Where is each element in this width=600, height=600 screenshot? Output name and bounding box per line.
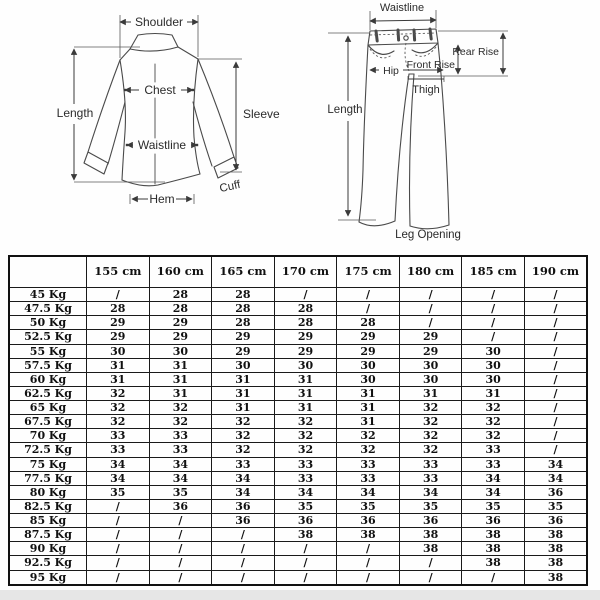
jacket-hem-label: Hem xyxy=(149,192,175,206)
size-value-cell: 32 xyxy=(149,401,212,415)
size-value-cell: 31 xyxy=(212,401,275,415)
size-value-cell: 28 xyxy=(212,316,275,330)
size-value-cell: 28 xyxy=(274,302,337,316)
size-value-cell: / xyxy=(149,556,212,570)
size-value-cell: / xyxy=(399,556,462,570)
table-row xyxy=(9,401,587,415)
size-value-cell: 33 xyxy=(87,429,150,443)
size-value-cell: 31 xyxy=(87,372,150,386)
size-value-cell: 31 xyxy=(462,386,525,400)
height-column-header: 165 cm xyxy=(212,256,275,288)
jacket-measurement-diagram xyxy=(30,2,290,230)
size-value-cell: 36 xyxy=(274,514,337,528)
size-value-cell: 29 xyxy=(337,344,400,358)
size-value-cell: 30 xyxy=(462,344,525,358)
size-value-cell: 32 xyxy=(87,386,150,400)
size-value-cell: / xyxy=(524,358,587,372)
table-row xyxy=(9,570,587,585)
size-value-cell: 34 xyxy=(149,457,212,471)
size-value-cell: 38 xyxy=(399,528,462,542)
size-value-cell: / xyxy=(524,288,587,302)
size-value-cell: 29 xyxy=(399,344,462,358)
table-row xyxy=(9,542,587,556)
size-value-cell: 34 xyxy=(274,485,337,499)
size-value-cell: 32 xyxy=(274,443,337,457)
size-value-cell: / xyxy=(337,570,400,585)
size-value-cell: 34 xyxy=(399,485,462,499)
size-value-cell: 31 xyxy=(274,401,337,415)
size-table-header xyxy=(9,256,587,288)
table-row xyxy=(9,471,587,485)
size-value-cell: / xyxy=(87,499,150,513)
size-value-cell: 30 xyxy=(462,358,525,372)
weight-row-header: 65 Kg xyxy=(9,401,87,415)
size-value-cell: 29 xyxy=(212,330,275,344)
size-value-cell: 38 xyxy=(524,556,587,570)
table-row xyxy=(9,528,587,542)
size-value-cell: 29 xyxy=(274,344,337,358)
size-value-cell: 29 xyxy=(337,330,400,344)
size-value-cell: 34 xyxy=(212,471,275,485)
table-row xyxy=(9,499,587,513)
size-value-cell: 29 xyxy=(149,330,212,344)
size-value-cell: / xyxy=(337,556,400,570)
size-value-cell: 35 xyxy=(399,499,462,513)
size-value-cell: / xyxy=(87,542,150,556)
size-value-cell: 28 xyxy=(87,302,150,316)
pants-rear-rise-label: Rear Rise xyxy=(452,46,499,58)
size-value-cell: 32 xyxy=(274,429,337,443)
size-value-cell: 32 xyxy=(87,415,150,429)
size-value-cell: / xyxy=(149,514,212,528)
size-value-cell: 31 xyxy=(274,372,337,386)
size-value-cell: 33 xyxy=(462,457,525,471)
pants-hip-label: Hip xyxy=(383,65,399,77)
size-value-cell: 32 xyxy=(462,401,525,415)
size-value-cell: / xyxy=(399,288,462,302)
weight-row-header: 60 Kg xyxy=(9,372,87,386)
size-value-cell: / xyxy=(212,542,275,556)
size-value-cell: / xyxy=(524,386,587,400)
size-value-cell: 31 xyxy=(399,386,462,400)
size-value-cell: / xyxy=(462,302,525,316)
size-value-cell: / xyxy=(462,570,525,585)
size-value-cell: 36 xyxy=(212,499,275,513)
size-value-cell: 38 xyxy=(462,528,525,542)
weight-row-header: 55 Kg xyxy=(9,344,87,358)
size-value-cell: 29 xyxy=(87,316,150,330)
weight-row-header: 70 Kg xyxy=(9,429,87,443)
size-value-cell: 38 xyxy=(462,556,525,570)
size-value-cell: 29 xyxy=(149,316,212,330)
size-value-cell: 33 xyxy=(337,457,400,471)
header-row xyxy=(9,256,587,288)
size-value-cell: 29 xyxy=(274,330,337,344)
size-value-cell: / xyxy=(524,415,587,429)
height-column-header: 160 cm xyxy=(149,256,212,288)
size-value-cell: / xyxy=(212,570,275,585)
weight-row-header: 85 Kg xyxy=(9,514,87,528)
size-value-cell: 31 xyxy=(337,401,400,415)
size-value-cell: / xyxy=(524,401,587,415)
weight-row-header: 50 Kg xyxy=(9,316,87,330)
weight-row-header: 80 Kg xyxy=(9,485,87,499)
size-value-cell: 33 xyxy=(212,457,275,471)
size-value-cell: 28 xyxy=(337,316,400,330)
size-value-cell: / xyxy=(462,288,525,302)
height-column-header: 180 cm xyxy=(399,256,462,288)
size-value-cell: 30 xyxy=(274,358,337,372)
size-value-cell: / xyxy=(274,542,337,556)
size-value-cell: / xyxy=(87,288,150,302)
size-value-cell: 33 xyxy=(337,471,400,485)
table-row xyxy=(9,485,587,499)
weight-row-header: 62.5 Kg xyxy=(9,386,87,400)
size-value-cell: 30 xyxy=(212,358,275,372)
pants-thigh-label: Thigh xyxy=(412,84,440,96)
table-row xyxy=(9,316,587,330)
size-value-cell: 38 xyxy=(524,542,587,556)
size-value-cell: 31 xyxy=(149,386,212,400)
size-value-cell: 38 xyxy=(337,528,400,542)
table-row xyxy=(9,358,587,372)
weight-row-header: 75 Kg xyxy=(9,457,87,471)
size-value-cell: 33 xyxy=(462,443,525,457)
jacket-sleeve-label: Sleeve xyxy=(243,107,280,121)
size-value-cell: 28 xyxy=(149,302,212,316)
size-value-cell: 36 xyxy=(212,514,275,528)
size-value-cell: 30 xyxy=(399,358,462,372)
size-value-cell: 35 xyxy=(87,485,150,499)
size-value-cell: 32 xyxy=(87,401,150,415)
size-value-cell: / xyxy=(524,302,587,316)
size-value-cell: / xyxy=(212,528,275,542)
weight-row-header: 57.5 Kg xyxy=(9,358,87,372)
size-value-cell: 33 xyxy=(274,457,337,471)
size-value-cell: 30 xyxy=(337,372,400,386)
size-value-cell: 34 xyxy=(337,485,400,499)
weight-row-header: 87.5 Kg xyxy=(9,528,87,542)
table-row xyxy=(9,344,587,358)
size-value-cell: 32 xyxy=(337,429,400,443)
size-value-cell: 35 xyxy=(524,499,587,513)
size-value-cell: 31 xyxy=(149,372,212,386)
size-value-cell: / xyxy=(524,330,587,344)
weight-row-header: 52.5 Kg xyxy=(9,330,87,344)
size-value-cell: 30 xyxy=(149,344,212,358)
size-value-cell: 36 xyxy=(462,514,525,528)
size-value-cell: 32 xyxy=(212,415,275,429)
size-value-cell: 28 xyxy=(212,302,275,316)
size-value-cell: 34 xyxy=(462,485,525,499)
size-value-cell: / xyxy=(149,542,212,556)
size-value-cell: / xyxy=(274,288,337,302)
size-value-cell: 36 xyxy=(524,514,587,528)
size-value-cell: 36 xyxy=(149,499,212,513)
jacket-shoulder-label: Shoulder xyxy=(134,15,184,29)
size-value-cell: 29 xyxy=(87,330,150,344)
weight-row-header: 47.5 Kg xyxy=(9,302,87,316)
size-value-cell: 36 xyxy=(399,514,462,528)
size-value-cell: 32 xyxy=(462,429,525,443)
height-column-header: 175 cm xyxy=(337,256,400,288)
size-value-cell: 28 xyxy=(149,288,212,302)
size-value-cell: / xyxy=(274,570,337,585)
size-value-cell: 34 xyxy=(462,471,525,485)
weight-row-header: 67.5 Kg xyxy=(9,415,87,429)
size-value-cell: 32 xyxy=(274,415,337,429)
size-value-cell: / xyxy=(337,288,400,302)
weight-row-header: 82.5 Kg xyxy=(9,499,87,513)
size-value-cell: 30 xyxy=(399,372,462,386)
size-value-cell: 30 xyxy=(462,372,525,386)
size-value-cell: 30 xyxy=(337,358,400,372)
size-value-cell: 33 xyxy=(399,457,462,471)
size-value-cell: / xyxy=(87,570,150,585)
size-value-cell: 32 xyxy=(399,429,462,443)
size-value-cell: 34 xyxy=(87,471,150,485)
size-value-cell: 34 xyxy=(524,457,587,471)
size-value-cell: 35 xyxy=(462,499,525,513)
size-value-cell: / xyxy=(337,542,400,556)
table-row xyxy=(9,302,587,316)
size-value-cell: 33 xyxy=(149,443,212,457)
table-row xyxy=(9,443,587,457)
size-value-cell: 29 xyxy=(399,330,462,344)
weight-row-header: 90 Kg xyxy=(9,542,87,556)
size-value-cell: 34 xyxy=(212,485,275,499)
weight-row-header: 92.5 Kg xyxy=(9,556,87,570)
size-value-cell: 35 xyxy=(337,499,400,513)
size-value-cell: / xyxy=(524,316,587,330)
weight-row-header: 72.5 Kg xyxy=(9,443,87,457)
size-value-cell: 32 xyxy=(149,415,212,429)
table-row xyxy=(9,372,587,386)
size-value-cell: / xyxy=(87,556,150,570)
size-value-cell: / xyxy=(337,302,400,316)
size-value-cell: 35 xyxy=(149,485,212,499)
size-value-cell: 33 xyxy=(149,429,212,443)
size-value-cell: / xyxy=(524,344,587,358)
table-row xyxy=(9,457,587,471)
size-value-cell: / xyxy=(462,330,525,344)
size-value-cell: 32 xyxy=(399,415,462,429)
size-value-cell: 36 xyxy=(524,485,587,499)
size-value-cell: / xyxy=(149,528,212,542)
jacket-length-label: Length xyxy=(56,106,94,120)
size-value-cell: 31 xyxy=(337,386,400,400)
weight-row-header: 95 Kg xyxy=(9,570,87,585)
size-value-cell: / xyxy=(149,570,212,585)
table-row xyxy=(9,330,587,344)
size-value-cell: 33 xyxy=(399,471,462,485)
size-value-cell: 29 xyxy=(212,344,275,358)
jacket-outline xyxy=(84,34,238,186)
size-value-cell: / xyxy=(462,316,525,330)
size-value-cell: 38 xyxy=(524,570,587,585)
size-value-cell: 38 xyxy=(399,542,462,556)
size-value-cell: 30 xyxy=(87,344,150,358)
jacket-waistline-label: Waistline xyxy=(137,138,187,152)
height-column-header: 155 cm xyxy=(87,256,150,288)
pants-waistline-label: Waistline xyxy=(379,2,425,14)
size-value-cell: / xyxy=(274,556,337,570)
pants-front-rise-label: Front Rise xyxy=(406,59,455,71)
size-value-cell: 31 xyxy=(149,358,212,372)
size-value-cell: 31 xyxy=(274,386,337,400)
size-value-cell: 31 xyxy=(212,386,275,400)
size-value-cell: / xyxy=(524,372,587,386)
size-table xyxy=(8,255,588,586)
size-value-cell: 31 xyxy=(212,372,275,386)
size-value-cell: 32 xyxy=(399,443,462,457)
size-value-cell: / xyxy=(524,429,587,443)
size-value-cell: 34 xyxy=(524,471,587,485)
size-value-cell: / xyxy=(399,570,462,585)
corner-cell xyxy=(9,256,87,288)
size-value-cell: / xyxy=(87,528,150,542)
size-value-cell: 34 xyxy=(87,457,150,471)
size-value-cell: / xyxy=(399,316,462,330)
height-column-header: 190 cm xyxy=(524,256,587,288)
size-value-cell: 32 xyxy=(212,443,275,457)
size-value-cell: 32 xyxy=(212,429,275,443)
size-value-cell: 33 xyxy=(274,471,337,485)
pants-length-label: Length xyxy=(327,104,363,116)
weight-row-header: 45 Kg xyxy=(9,288,87,302)
size-value-cell: 28 xyxy=(212,288,275,302)
size-table-body xyxy=(9,288,587,586)
size-value-cell: 38 xyxy=(274,528,337,542)
height-column-header: 185 cm xyxy=(462,256,525,288)
size-value-cell: 33 xyxy=(87,443,150,457)
size-value-cell: / xyxy=(399,302,462,316)
table-row xyxy=(9,556,587,570)
size-value-cell: / xyxy=(212,556,275,570)
pants-measurement-diagram xyxy=(318,0,518,245)
size-value-cell: 31 xyxy=(337,415,400,429)
size-value-cell: 38 xyxy=(524,528,587,542)
table-row xyxy=(9,415,587,429)
size-value-cell: 34 xyxy=(149,471,212,485)
table-row xyxy=(9,288,587,302)
size-value-cell: 35 xyxy=(274,499,337,513)
size-value-cell: / xyxy=(87,514,150,528)
height-column-header: 170 cm xyxy=(274,256,337,288)
size-value-cell: 36 xyxy=(337,514,400,528)
size-value-cell: / xyxy=(524,443,587,457)
table-row xyxy=(9,514,587,528)
size-value-cell: 38 xyxy=(462,542,525,556)
weight-row-header: 77.5 Kg xyxy=(9,471,87,485)
size-value-cell: 31 xyxy=(87,358,150,372)
size-value-cell: 32 xyxy=(337,443,400,457)
footer-strip xyxy=(0,590,600,600)
table-row xyxy=(9,386,587,400)
jacket-chest-label: Chest xyxy=(144,83,176,97)
jacket-cuff-label: Cuff xyxy=(218,178,242,196)
size-value-cell: 28 xyxy=(274,316,337,330)
pants-leg-opening-label: Leg Opening xyxy=(395,229,461,241)
size-value-cell: 32 xyxy=(399,401,462,415)
size-value-cell: 32 xyxy=(462,415,525,429)
table-row xyxy=(9,429,587,443)
